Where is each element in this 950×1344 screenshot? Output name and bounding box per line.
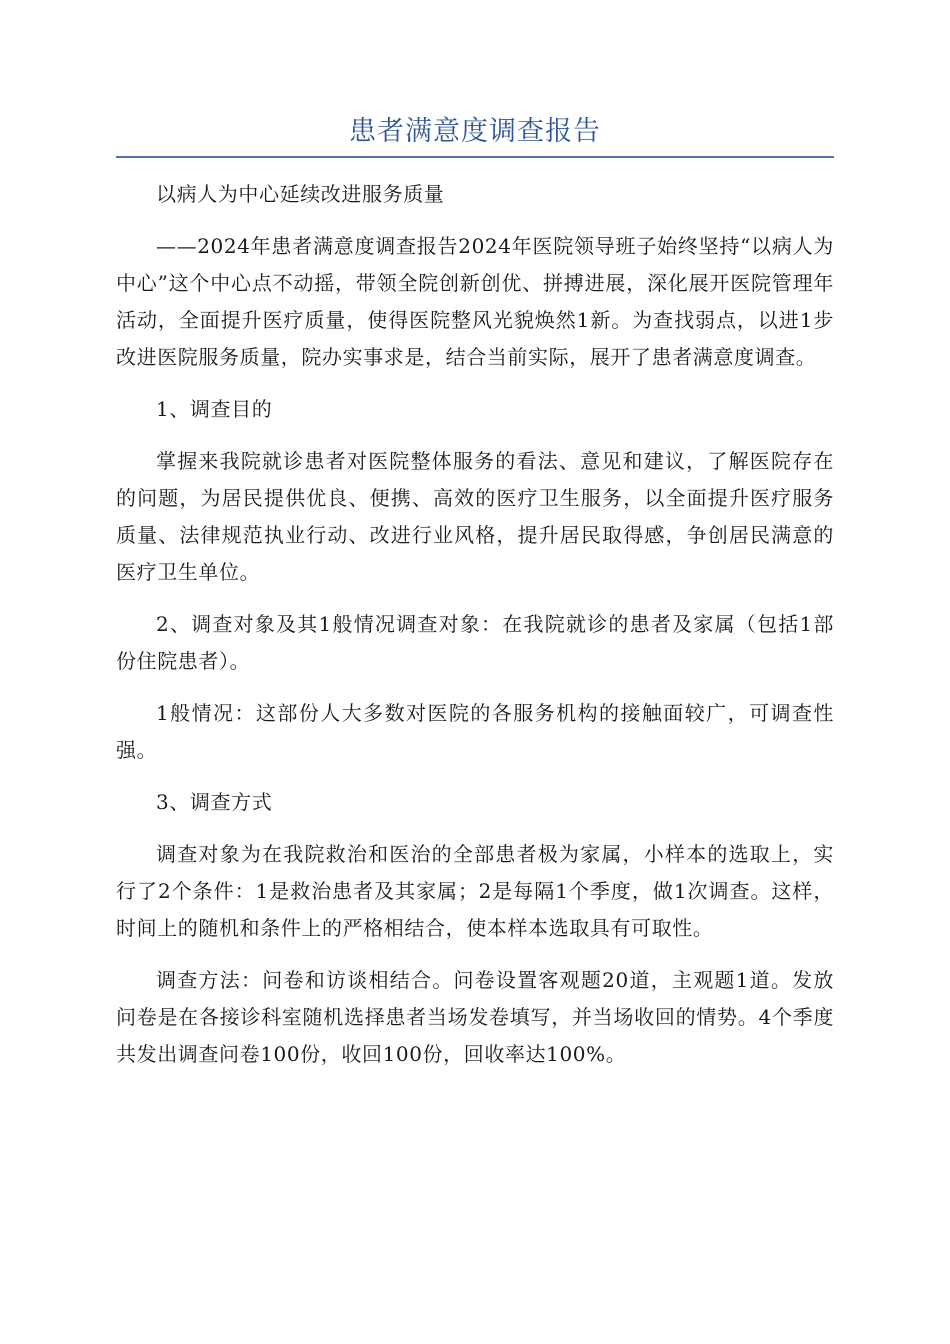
sampling-paragraph: 调查对象为在我院救治和医治的全部患者极为家属，小样本的选取上，实行了2个条件：1是救治患者及其家属；2是每隔1个季度，做1次调查。这样，时间上的随机和条件上的严格相结合，使本样本选取具有可取性。 — [116, 842, 834, 940]
document-body — [116, 176, 834, 1088]
title-block — [116, 112, 834, 158]
purpose-paragraph: 掌握来我院就诊患者对医院整体服务的看法、意见和建议，了解医院存在的问题，为居民提供优良、便携、高效的医疗卫生服务，以全面提升医疗服务质量、法律规范执业行动、改进行业风格，提升居民取得感，争创居民满意的医疗卫生单位。 — [116, 449, 834, 584]
general-situation-paragraph: 1般情况：这部份人大多数对医院的各服务机构的接触面较广，可调查性强。 — [116, 701, 834, 762]
subtitle-paragraph: 以病人为中心延续改进服务质量 — [156, 182, 445, 206]
method-paragraph: 调查方法：问卷和访谈相结合。问卷设置客观题20道，主观题1道。发放问卷是在各接诊科室随机选择患者当场发卷填写，并当场收回的情势。4个季度共发出调查问卷100份，收回100份，回收率达100%。 — [116, 968, 834, 1066]
section-heading-purpose: 1、调查目的 — [156, 397, 273, 421]
section-heading-method: 3、调查方式 — [156, 790, 273, 814]
intro-paragraph: ——2024年患者满意度调查报告2024年医院领导班子始终坚持“以病人为中心”这个中心点不动摇，带领全院创新创优、拼搏进展，深化展开医院管理年活动，全面提升医疗质量，使得医院整风光貌焕然1新。为查找弱点，以进1步改进医院服务质量，院办实事求是，结合当前实际，展开了患者满意度调查。 — [116, 234, 834, 369]
document-title: 患者满意度调查报告 — [349, 116, 601, 147]
survey-subject-paragraph: 2、调查对象及其1般情况调查对象：在我院就诊的患者及家属（包括1部份住院患者）。 — [116, 612, 834, 673]
